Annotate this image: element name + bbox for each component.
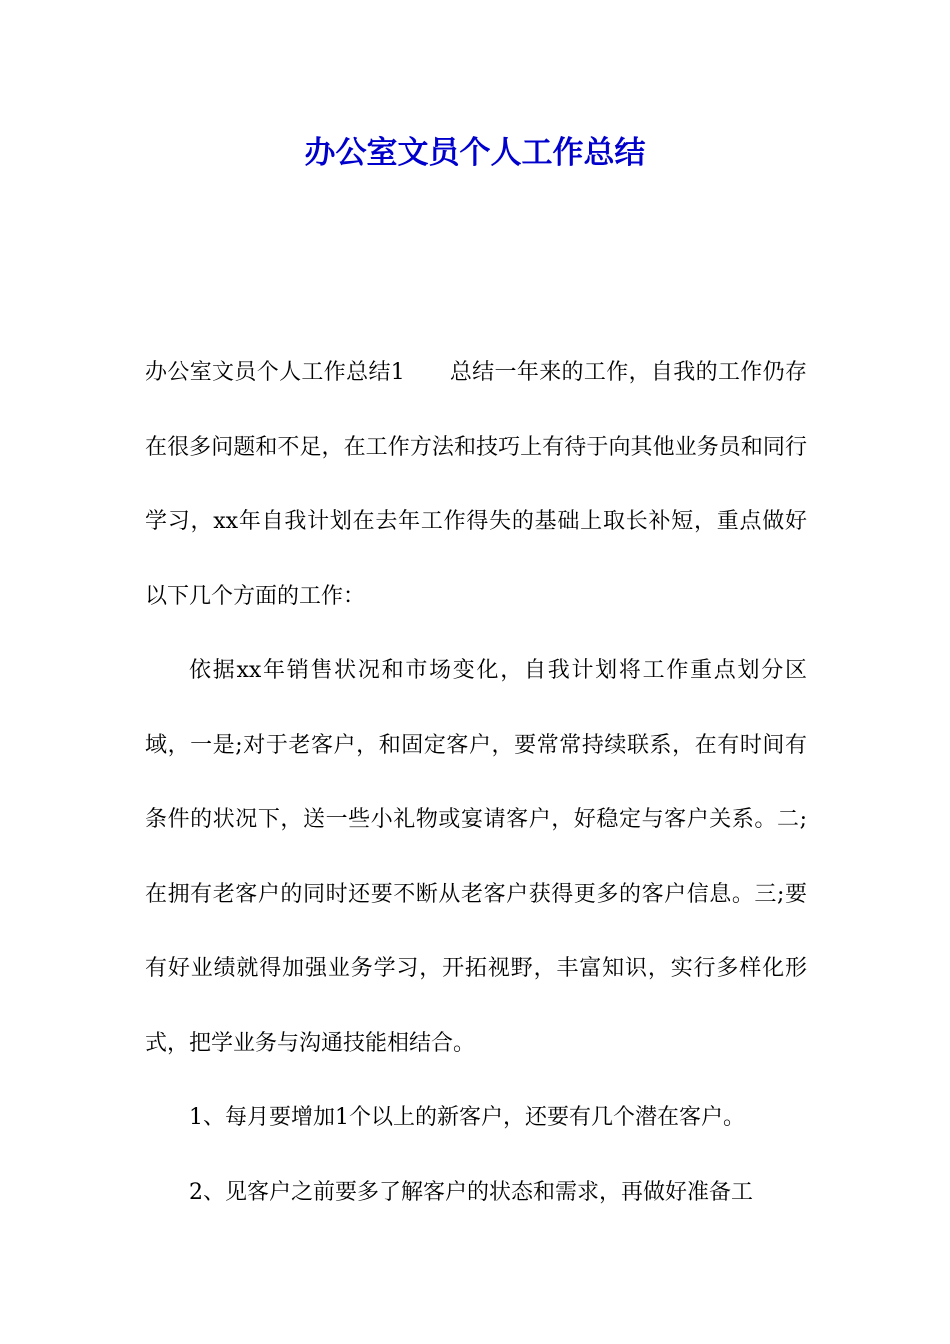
- document-body: [145, 336, 807, 1230]
- paragraph-plan: 依据xx年销售状况和市场变化，自我计划将工作重点划分区域，一是;对于老客户，和固定客户，要常常持续联系，在有时间有条件的状况下，送一些小礼物或宴请客户，好稳定与客户关系。二;在拥有老客户的同时还要不断从老客户获得更多的客户信息。三;要有好业绩就得加强业务学习，开拓视野，丰富知识，实行多样化形式，把学业务与沟通技能相结合。: [145, 658, 807, 1056]
- paragraph-item-1: 1、每月要增加1个以上的新客户，还要有几个潜在客户。: [189, 1105, 745, 1130]
- document-title: 办公室文员个人工作总结: [304, 135, 646, 171]
- paragraph-intro: 办公室文员个人工作总结1 总结一年来的工作，自我的工作仍存在很多问题和不足，在工作方法和技巧上有待于向其他业务员和同行学习，xx年自我计划在去年工作得失的基础上取长补短，重点做好以下几个方面的工作：: [145, 360, 807, 609]
- paragraph-item-2: 2、见客户之前要多了解客户的状态和需求，再做好准备工: [189, 1179, 753, 1205]
